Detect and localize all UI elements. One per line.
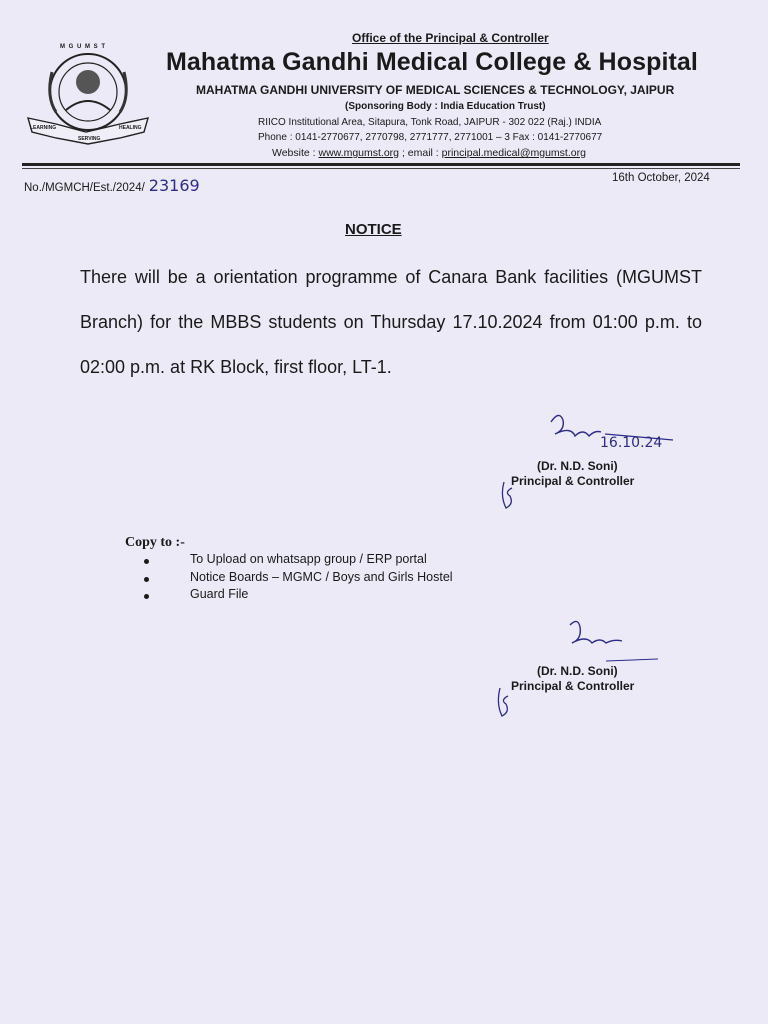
signatory-title: Principal & Controller xyxy=(511,679,635,693)
reference-handwritten-number: 23169 xyxy=(148,176,200,195)
signatory-name: (Dr. N.D. Soni) xyxy=(537,664,618,678)
copy-to-list xyxy=(140,551,453,604)
email-link[interactable]: principal.medical@mgumst.org xyxy=(441,147,586,159)
office-title: Office of the Principal & Controller xyxy=(352,31,549,45)
seal-top-text: M G U M S T xyxy=(60,44,106,50)
notice-body: There will be a orientation programme of Canara Bank facilities (MGUMST Branch) for the MBBS students on Thursday 17.10.2024 from 01:00 p.m. to 02:00 p.m. at RK Block, first floor, LT-1. xyxy=(80,267,702,377)
reference-prefix: No./MGMCH/Est./2024/ xyxy=(24,182,145,194)
address-line: RIICO Institutional Area, Sitapura, Tonk Road, JAIPUR - 302 022 (Raj.) INDIA xyxy=(258,117,602,128)
university-name: MAHATMA GANDHI UNIVERSITY OF MEDICAL SCIENCES & TECHNOLOGY, JAIPUR xyxy=(196,83,675,97)
seal-ribbon-left: LEARNING xyxy=(30,125,57,131)
email-label: ; email : xyxy=(399,147,442,159)
initials-scribble xyxy=(494,684,518,722)
signature-scribble xyxy=(562,615,662,665)
college-name: Mahatma Gandhi Medical College & Hospital xyxy=(166,48,698,76)
notice-heading: NOTICE xyxy=(345,221,402,238)
header-divider xyxy=(22,163,740,166)
list-item: Guard File xyxy=(140,586,453,604)
website-link[interactable]: www.mgumst.org xyxy=(318,147,400,159)
phone-line: Phone : 0141-2770677, 2770798, 2771777, 2771001 – 3 Fax : 0141-2770677 xyxy=(258,132,603,143)
signature-handwritten-date: 16.10.24 xyxy=(600,435,663,451)
website-label: Website : xyxy=(272,147,319,159)
copy-to-label: Copy to :- xyxy=(125,535,185,550)
signatory-title: Principal & Controller xyxy=(511,474,635,488)
signatory-name: (Dr. N.D. Soni) xyxy=(537,459,618,473)
reference-number xyxy=(24,176,200,195)
sponsor-line: (Sponsoring Body : India Education Trust) xyxy=(345,101,546,112)
list-item: To Upload on whatsapp group / ERP portal xyxy=(140,551,453,569)
initials-scribble xyxy=(498,478,522,514)
notice-date: 16th October, 2024 xyxy=(612,172,710,184)
seal-ribbon-center: SERVING xyxy=(78,136,101,142)
contact-line xyxy=(272,147,586,159)
header-divider-thin xyxy=(22,168,740,169)
seal-ribbon-right: HEALING xyxy=(119,125,142,131)
list-item: Notice Boards – MGMC / Boys and Girls Hostel xyxy=(140,569,453,587)
